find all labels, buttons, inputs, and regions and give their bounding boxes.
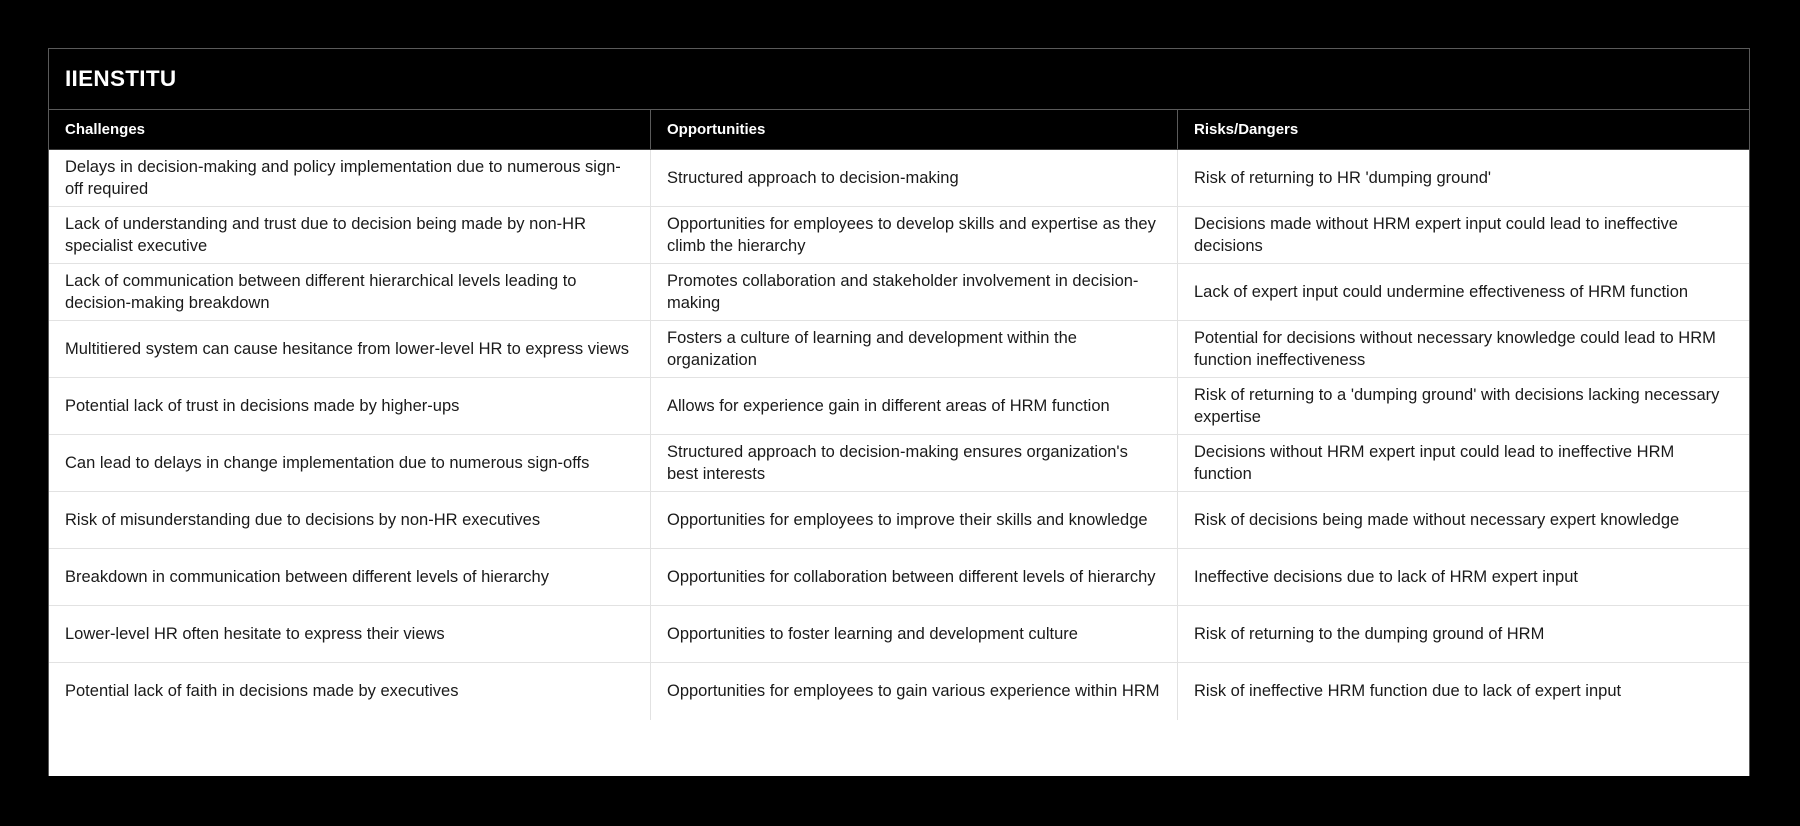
cell-opportunities [651,150,1178,206]
column-header-risks: Risks/Dangers [1194,121,1299,138]
cell-text: Allows for experience gain in different areas of HRM function [667,396,1110,415]
cell-opportunities [651,606,1178,662]
cell-text: Delays in decision-making and policy implementation due to numerous sign-off required [65,157,621,198]
cell-risks [1178,492,1749,548]
cell-opportunities [651,549,1178,605]
column-header-challenges: Challenges [49,110,651,149]
cell-text: Lack of expert input could undermine effectiveness of HRM function [1194,282,1689,301]
cell-risks [1178,207,1749,263]
cell-text: Structured approach to decision-making [667,168,959,187]
cell-text: Ineffective decisions due to lack of HRM expert input [1194,567,1578,586]
cell-text: Risk of returning to HR 'dumping ground' [1194,168,1492,187]
cell-text: Multitiered system can cause hesitance from lower-level HR to express views [65,339,629,358]
cell-risks [1178,150,1749,206]
cell-text: Potential lack of trust in decisions made by higher-ups [65,396,460,415]
table-row [49,264,1749,321]
cell-risks [1178,378,1749,434]
cell-text: Decisions made without HRM expert input could lead to ineffective decisions [1194,214,1678,255]
table-header-row [49,110,1749,150]
cell-text: Lack of communication between different hierarchical levels leading to decision-making breakdown [65,271,577,312]
cell-text: Risk of returning to a 'dumping ground' with decisions lacking necessary expertise [1194,385,1720,426]
cell-opportunities [651,321,1178,377]
cell-risks [1178,663,1749,720]
table-row [49,663,1749,720]
table-row [49,321,1749,378]
brand-header [49,49,1749,110]
table-body [49,150,1749,776]
cell-text: Opportunities to foster learning and development culture [667,624,1078,643]
cell-challenges [49,321,651,377]
cell-challenges [49,150,651,206]
cell-text: Promotes collaboration and stakeholder involvement in decision-making [667,271,1139,312]
table-row [49,378,1749,435]
cell-text: Potential for decisions without necessary knowledge could lead to HRM function ineffectiveness [1194,328,1716,369]
cell-risks [1178,321,1749,377]
table-row [49,606,1749,663]
cell-text: Decisions without HRM expert input could lead to ineffective HRM function [1194,442,1675,483]
cell-text: Lack of understanding and trust due to decision being made by non-HR specialist executive [65,214,586,255]
cell-opportunities [651,264,1178,320]
cell-risks [1178,264,1749,320]
cell-challenges [49,606,651,662]
comparison-table-card [48,48,1750,776]
cell-text: Opportunities for employees to develop skills and expertise as they climb the hierarchy [667,214,1156,255]
cell-challenges [49,435,651,491]
cell-challenges [49,207,651,263]
cell-text: Opportunities for employees to improve their skills and knowledge [667,510,1148,529]
cell-opportunities [651,663,1178,720]
cell-text: Opportunities for employees to gain various experience within HRM [667,682,1160,701]
table-row [49,435,1749,492]
cell-opportunities [651,492,1178,548]
brand-title: IIENSTITU [65,65,177,91]
cell-text: Opportunities for collaboration between different levels of hierarchy [667,567,1156,586]
cell-text: Lower-level HR often hesitate to express their views [65,624,445,643]
cell-opportunities [651,378,1178,434]
cell-risks [1178,435,1749,491]
cell-challenges [49,549,651,605]
table-row [49,150,1749,207]
cell-risks [1178,606,1749,662]
table-row [49,207,1749,264]
cell-opportunities [651,435,1178,491]
cell-challenges [49,264,651,320]
cell-text: Breakdown in communication between different levels of hierarchy [65,567,549,586]
cell-text: Risk of misunderstanding due to decisions by non-HR executives [65,510,541,529]
cell-risks [1178,549,1749,605]
cell-text: Can lead to delays in change implementation due to numerous sign-offs [65,453,590,472]
column-header-opportunities: Opportunities [651,110,1178,149]
cell-challenges [49,378,651,434]
cell-text: Structured approach to decision-making ensures organization's best interests [667,442,1128,483]
cell-opportunities [651,207,1178,263]
cell-text: Fosters a culture of learning and development within the organization [667,328,1077,369]
cell-challenges [49,663,651,720]
cell-text: Risk of decisions being made without necessary expert knowledge [1194,510,1680,529]
cell-text: Risk of ineffective HRM function due to lack of expert input [1194,682,1622,701]
table-row [49,549,1749,606]
cell-text: Risk of returning to the dumping ground of HRM [1194,624,1545,643]
cell-text: Potential lack of faith in decisions made by executives [65,682,459,701]
table-row [49,492,1749,549]
cell-challenges [49,492,651,548]
